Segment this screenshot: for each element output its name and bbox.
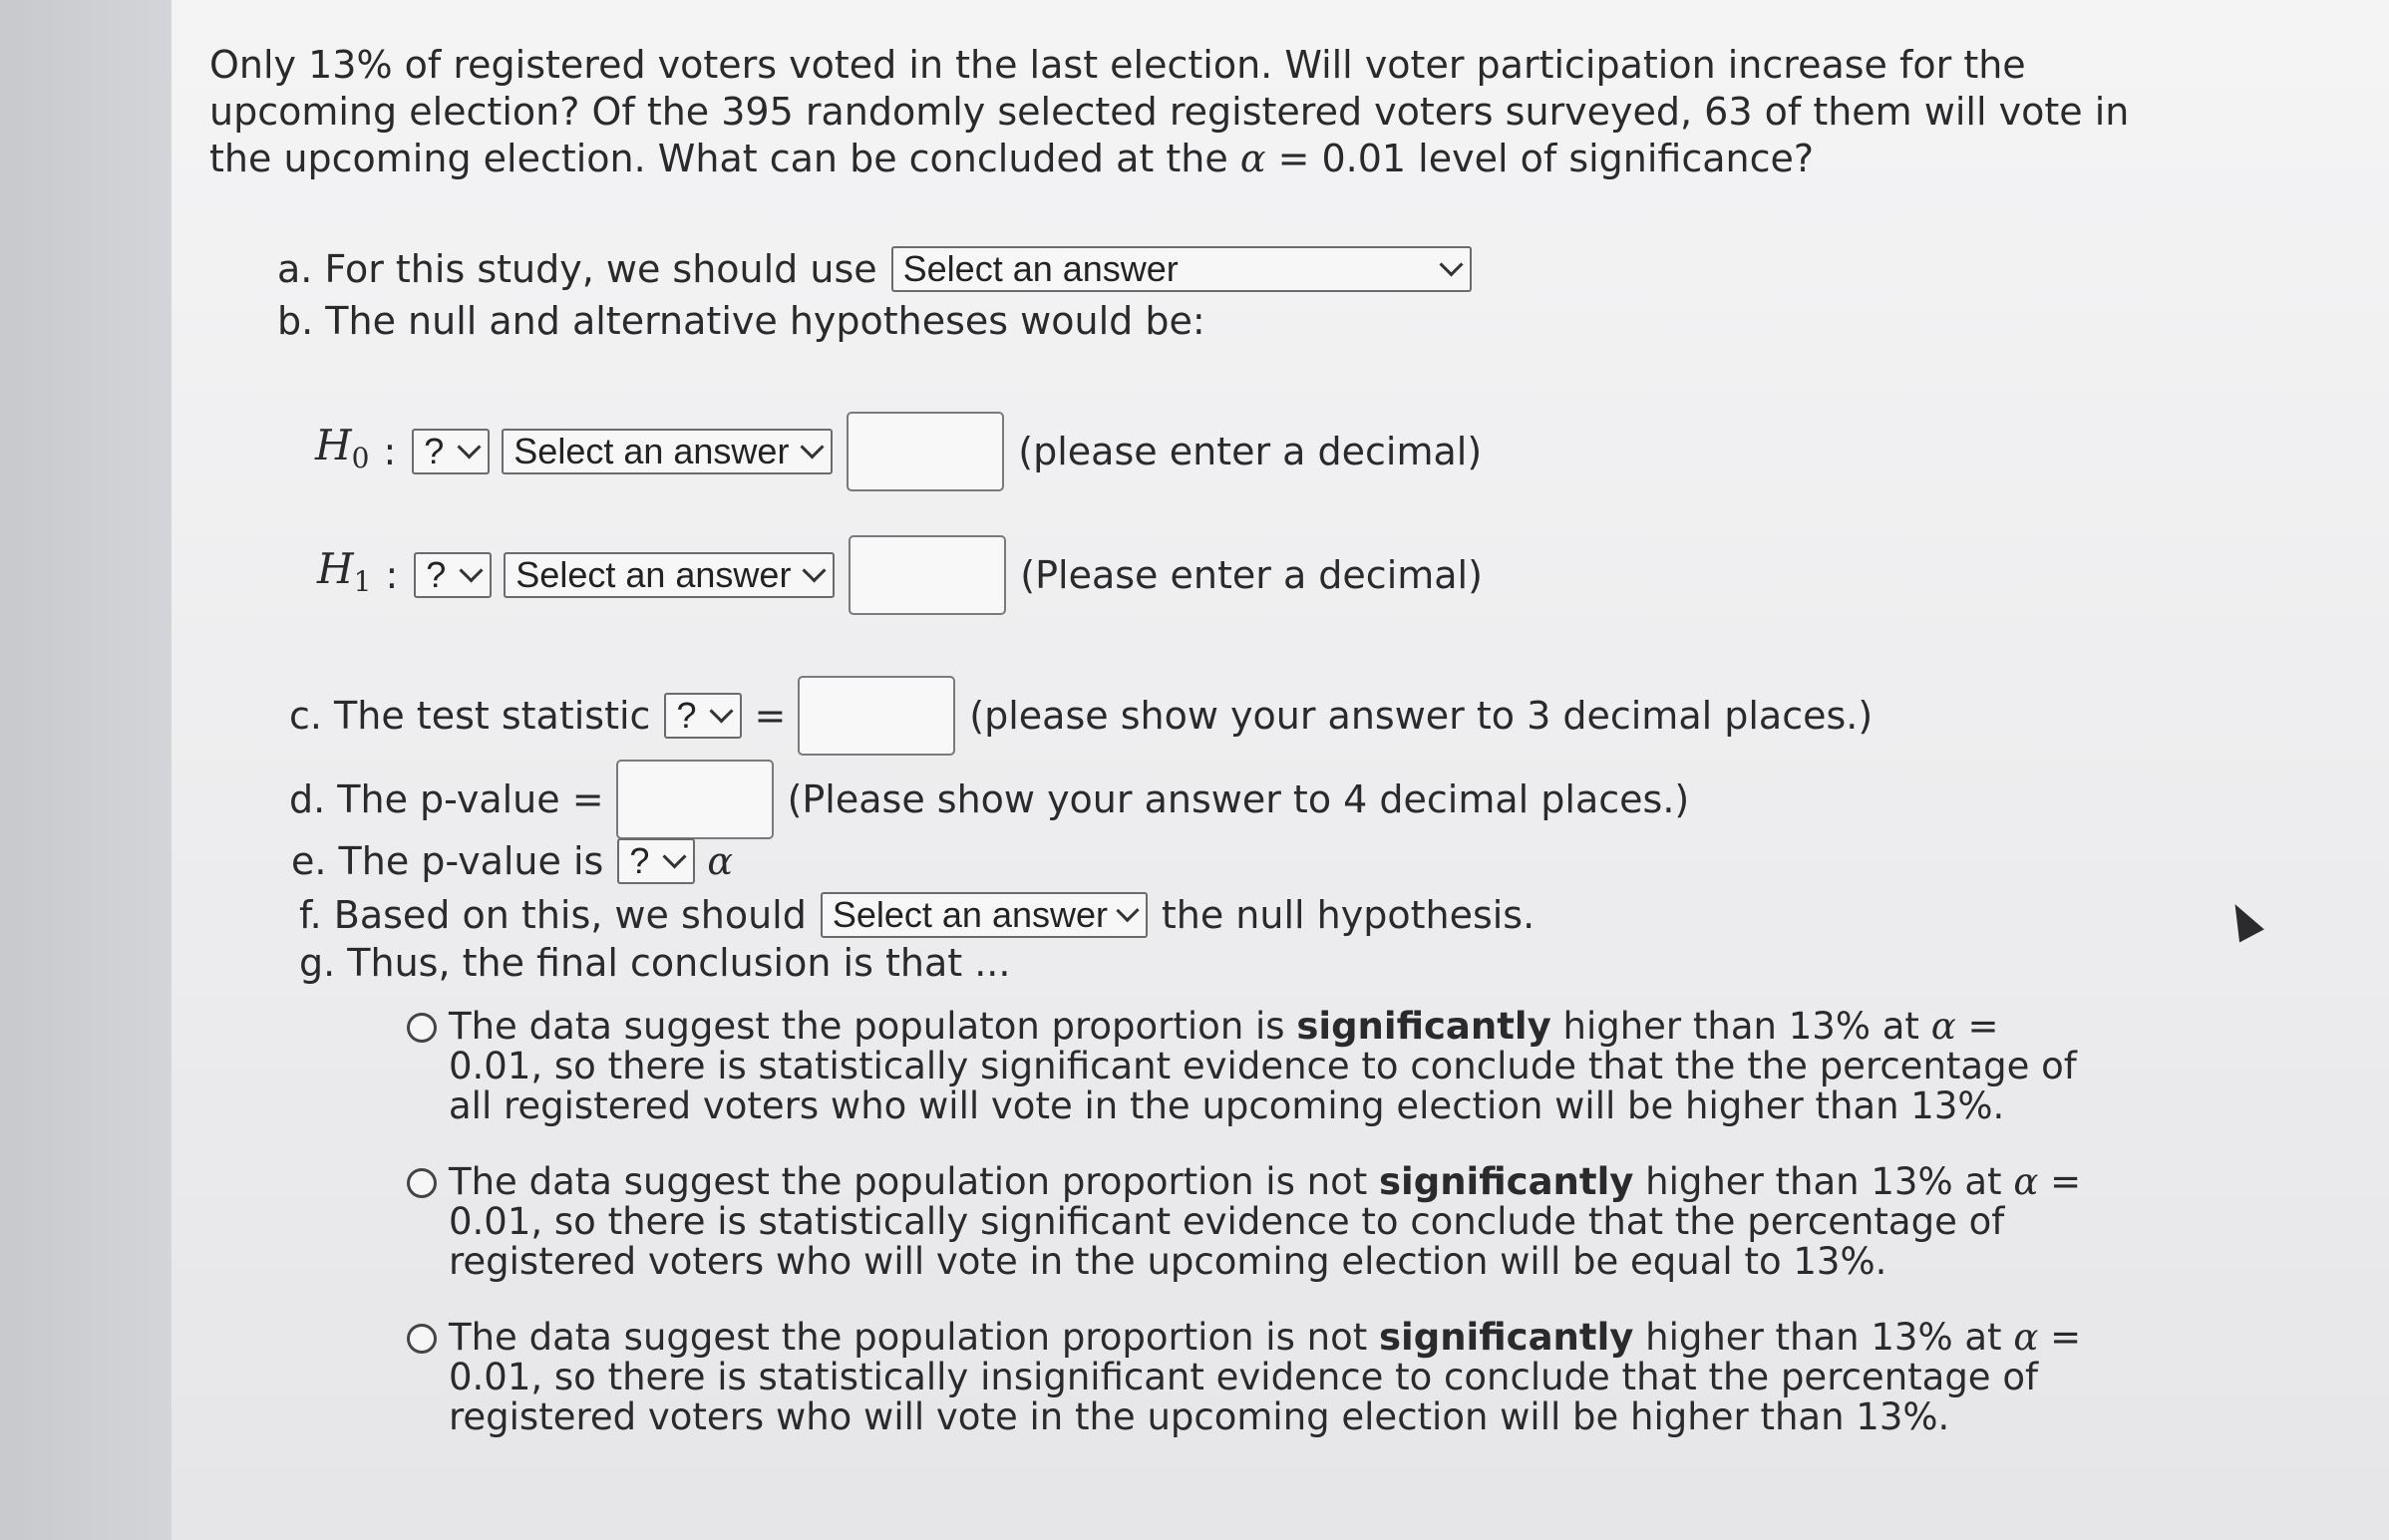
option-1-text: The data suggest the populaton proportion is significantly higher than 13% at α = 0.01, so there is statistically significant evidence to conclude that the the percentage of all registered voters who will vote in the upcoming election will be higher than 13%.: [449, 1005, 2077, 1127]
part-b-label: b. The null and alternative hypotheses would be:: [277, 299, 1205, 343]
radio-button-icon[interactable]: [407, 1168, 437, 1198]
p-value-comparison-value: ?: [629, 840, 650, 881]
h1-parameter-select[interactable]: [504, 552, 835, 598]
part-d-hint: (Please show your answer to 4 decimal places.): [787, 777, 1690, 821]
conclusion-option-3[interactable]: [409, 1318, 2104, 1437]
part-f-suffix: the null hypothesis.: [1161, 893, 1536, 937]
h0-hint: (please enter a decimal): [1018, 430, 1483, 473]
part-f: [299, 891, 1535, 939]
question-text: [209, 42, 2164, 182]
chevron-down-icon: [801, 435, 825, 459]
test-statistic-select-value: ?: [676, 695, 697, 736]
h0-operator-select[interactable]: [412, 429, 490, 474]
h0-operator-value: ?: [424, 431, 445, 471]
part-g: [299, 939, 1010, 987]
part-f-label: f. Based on this, we should: [299, 893, 807, 937]
h1-row: [317, 535, 1483, 615]
part-b: [277, 297, 1205, 345]
h1-symbol: $H_1$: [317, 543, 372, 598]
chevron-down-icon: [458, 435, 482, 459]
h1-colon: :: [385, 553, 399, 597]
h0-parameter-select[interactable]: [502, 429, 833, 474]
left-sidebar: [0, 0, 171, 1540]
part-c-label: c. The test statistic: [289, 694, 651, 738]
h0-value-input[interactable]: [847, 412, 1004, 491]
h1-hint: (Please enter a decimal): [1020, 553, 1483, 597]
h1-operator-select[interactable]: [414, 552, 492, 598]
option-2-text: The data suggest the population proportion is not significantly higher than 13% at α = 0.01, so there is statistically significant evidence to conclude that the percentage of registered voters who will vote in the upcoming election will be equal to 13%.: [449, 1160, 2082, 1283]
p-value-input[interactable]: [616, 760, 774, 839]
h1-parameter-value: Select an answer: [515, 554, 792, 595]
study-type-select[interactable]: [891, 246, 1472, 292]
question-prefix: Only 13% of registered voters voted in the last election. Will voter participation increase for the upcoming election? Of the 395 randomly selected registered voters surveyed, 63 of them will vote in the upcoming election. What can be concluded at the: [209, 43, 2130, 180]
chevron-down-icon: [663, 844, 687, 868]
p-value-comparison-select[interactable]: [617, 838, 695, 884]
chevron-down-icon: [460, 558, 484, 582]
decision-select-value: Select an answer: [832, 894, 1108, 935]
h0-row: [315, 412, 1482, 491]
part-e: [291, 837, 733, 885]
h1-value-input[interactable]: [849, 535, 1006, 615]
chevron-down-icon: [803, 558, 827, 582]
h1-operator-value: ?: [426, 554, 447, 595]
chevron-down-icon: [1116, 898, 1139, 921]
h0-colon: :: [383, 430, 397, 473]
part-d: [289, 760, 1689, 839]
equals-sign: =: [754, 694, 787, 738]
part-c: [289, 676, 1873, 756]
question-suffix: = 0.01 level of significance?: [1265, 137, 1815, 180]
part-c-hint: (please show your answer to 3 decimal places.): [969, 694, 1874, 738]
part-a: [277, 245, 1472, 293]
chevron-down-icon: [710, 699, 734, 723]
chevron-down-icon: [1439, 252, 1463, 276]
radio-button-icon[interactable]: [407, 1324, 437, 1354]
h0-symbol: $H_0$: [315, 420, 370, 474]
test-statistic-input[interactable]: [798, 676, 955, 756]
study-type-select-value: Select an answer: [902, 248, 1179, 289]
h0-parameter-value: Select an answer: [513, 431, 790, 471]
test-statistic-select[interactable]: [664, 693, 742, 739]
conclusion-option-2[interactable]: [409, 1162, 2104, 1282]
option-3-text: The data suggest the population proportion is not significantly higher than 13% at α = 0.01, so there is statistically insignificant evidence to conclude that the percentage of registered voters who will vote in the upcoming election will be higher than 13%.: [449, 1316, 2082, 1438]
alpha-symbol: α: [1239, 137, 1266, 180]
decision-select[interactable]: [821, 892, 1148, 938]
part-d-label: d. The p-value =: [289, 777, 604, 821]
alpha-symbol: α: [707, 839, 734, 883]
part-a-label: a. For this study, we should use: [277, 247, 877, 291]
part-g-label: g. Thus, the final conclusion is that ...: [299, 941, 1011, 985]
conclusion-option-1[interactable]: [409, 1007, 2104, 1126]
part-e-label: e. The p-value is: [291, 839, 604, 883]
radio-button-icon[interactable]: [407, 1013, 437, 1043]
